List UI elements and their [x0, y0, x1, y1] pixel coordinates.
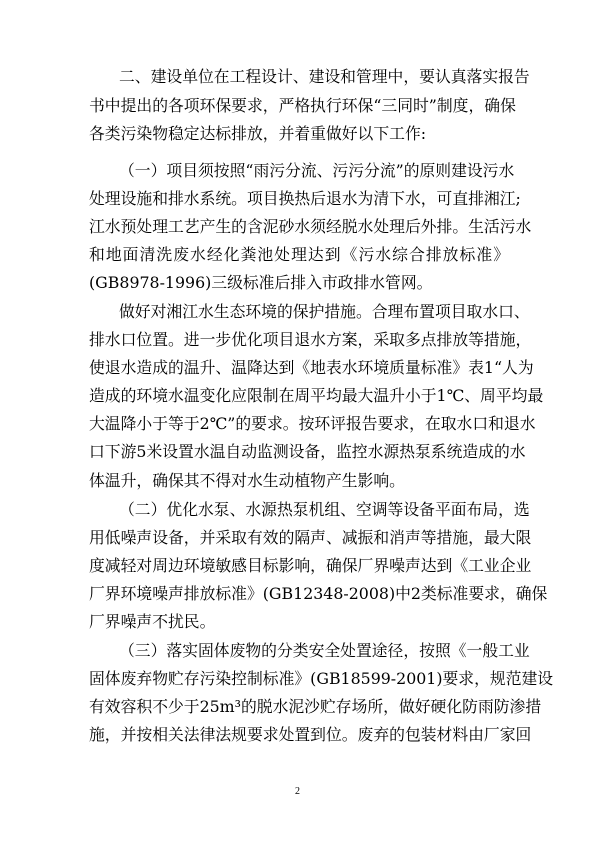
- paragraph-solid-waste-line: （三）落实固体废物的分类安全处置途径，按照《一般工业: [119, 641, 530, 660]
- paragraph-ecology-line: 造成的环境水温变化应限制在周平均最大温升小于1℃、周平均最: [89, 386, 544, 405]
- paragraph-noise-line: 度减轻对周边环境敏感目标影响，确保厂界噪声达到《工业企业: [89, 556, 532, 575]
- paragraph-wastewater-line: （一）项目须按照“雨污分流、污污分流”的原则建设污水: [119, 161, 515, 180]
- paragraph-ecology-line: 使退水造成的温升、温降达到《地表水环境质量标准》表1“人为: [89, 358, 534, 377]
- paragraph-ecology-line: 做好对湘江水生态环境的保护措施。合理布置项目取水口、: [119, 302, 530, 321]
- paragraph-wastewater-line: 处理设施和排水系统。项目换热后退水为清下水，可直排湘江;: [89, 189, 521, 208]
- paragraph-ecology-line: 排水口位置。进一步优化项目退水方案，采取多点排放等措施，: [89, 330, 532, 349]
- paragraph-noise-line: 厂界噪声不扰民。: [89, 612, 216, 631]
- paragraph-solid-waste-line: 固体废弃物贮存污染控制标准》(GB18599-2001)要求，规范建设: [89, 669, 554, 688]
- paragraph-item-2-line: 二、建设单位在工程设计、建设和管理中，要认真落实报告: [119, 67, 530, 86]
- paragraph-ecology-line: 体温升，确保其不得对水生动植物产生影响。: [89, 471, 405, 490]
- paragraph-solid-waste-line: 有效容积不少于25m³的脱水泥沙贮存场所，做好硬化防雨防渗措: [89, 697, 542, 716]
- paragraph-solid-waste-line: 施，并按相关法律法规要求处置到位。废弃的包装材料由厂家回: [89, 725, 532, 744]
- page-number: 2: [295, 786, 300, 797]
- paragraph-ecology-line: 口下游5米设置水温自动监测设备，监控水源热泵系统造成的水: [89, 442, 526, 461]
- paragraph-item-2-line: 各类污染物稳定达标排放，并着重做好以下工作:: [89, 124, 427, 143]
- paragraph-noise-line: （二）优化水泵、水源热泵机组、空调等设备平面布局，选: [119, 500, 530, 519]
- paragraph-wastewater-line: (GB8978-1996)三级标准后排入市政排水管网。: [89, 273, 433, 292]
- paragraph-item-2-line: 书中提出的各项环保要求，严格执行环保“三同时”制度，确保: [89, 96, 516, 115]
- paragraph-wastewater-line: 和地面清洗废水经化粪池处理达到《污水综合排放标准》: [89, 245, 509, 264]
- paragraph-noise-line: 用低噪声设备，并采取有效的隔声、减振和消声等措施，最大限: [89, 528, 532, 547]
- paragraph-wastewater-line: 江水预处理工艺产生的含泥砂水须经脱水处理后外排。生活污水: [89, 217, 532, 236]
- paragraph-noise-line: 厂界环境噪声排放标准》(GB12348-2008)中2类标准要求，确保: [89, 584, 548, 603]
- paragraph-ecology-line: 大温降小于等于2℃”的要求。按环评报告要求，在取水口和退水: [89, 414, 536, 433]
